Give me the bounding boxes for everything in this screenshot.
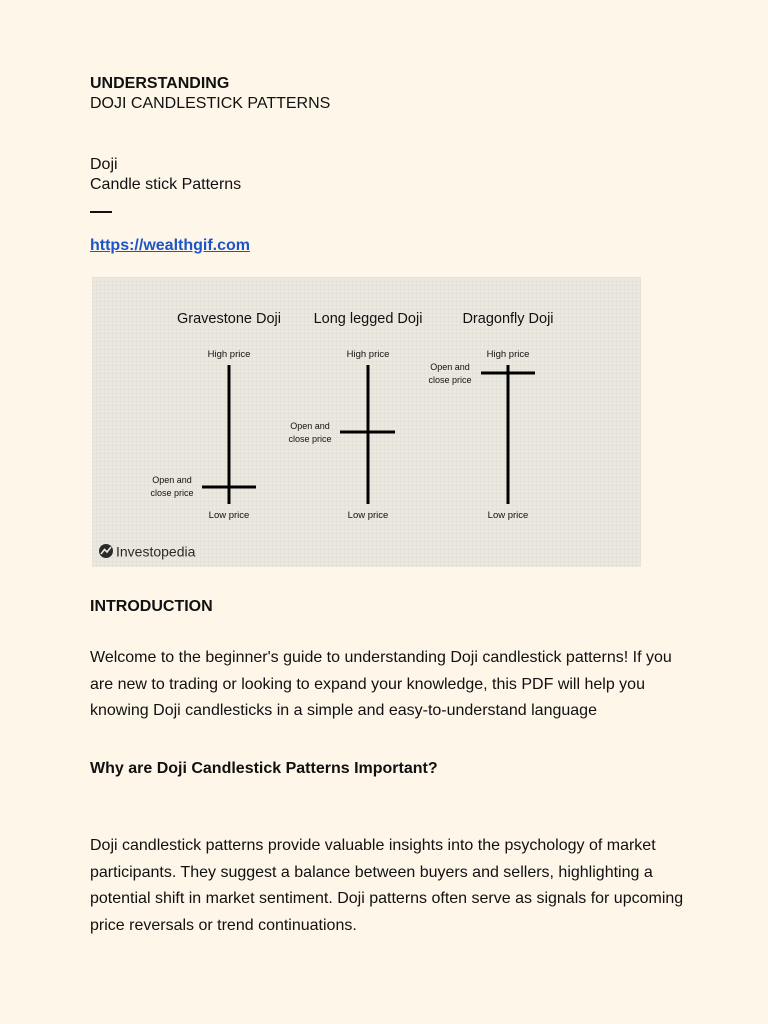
dragonfly-open-close-label-1: Open and bbox=[430, 362, 470, 372]
document-title: UNDERSTANDING bbox=[90, 75, 230, 92]
long-legged-open-close-label-2: close price bbox=[288, 434, 332, 444]
introduction-heading: INTRODUCTION bbox=[90, 598, 213, 615]
website-link[interactable]: https://wealthgif.com bbox=[90, 237, 250, 254]
why-paragraph: Doji candlestick patterns provide valuable insights into the psychology of market participants. They suggest a balance between buyers and sellers, highlighting a potential shift in market sentiment. Doji patterns often serve as signals for upcoming price reversals or trend continuations. bbox=[90, 837, 684, 934]
long-legged-doji-title: Long legged Doji bbox=[313, 311, 423, 327]
introduction-paragraph: Welcome to the beginner's guide to understanding Doji candlestick patterns! If you are new to trading or looking to expand your knowledge, this PDF will help you knowing Doji candlesticks in a simple and easy-to-understand language bbox=[90, 649, 672, 719]
gravestone-doji bbox=[150, 311, 281, 521]
gravestone-open-close-label-1: Open and bbox=[152, 475, 192, 485]
dragonfly-doji bbox=[428, 311, 553, 521]
dragonfly-open-close-label-2: close price bbox=[428, 375, 472, 385]
dragonfly-doji-title: Dragonfly Doji bbox=[462, 311, 554, 327]
gravestone-low-label: Low price bbox=[208, 510, 250, 521]
long-legged-open-close-label-1: Open and bbox=[290, 421, 330, 431]
gravestone-open-close-label-2: close price bbox=[150, 488, 194, 498]
long-legged-high-label: High price bbox=[346, 349, 390, 360]
intro-line-doji: Doji bbox=[90, 156, 118, 173]
doji-patterns-illustration bbox=[92, 277, 641, 567]
divider-dash bbox=[90, 211, 112, 213]
long-legged-doji bbox=[288, 311, 422, 521]
long-legged-low-label: Low price bbox=[347, 510, 389, 521]
dragonfly-high-label: High price bbox=[486, 349, 530, 360]
gravestone-high-label: High price bbox=[207, 349, 251, 360]
gravestone-doji-title: Gravestone Doji bbox=[177, 311, 281, 327]
why-heading: Why are Doji Candlestick Patterns Important? bbox=[90, 760, 438, 777]
document-subtitle: DOJI CANDLESTICK PATTERNS bbox=[90, 95, 331, 112]
investopedia-brand-text: Investopedia bbox=[116, 543, 196, 560]
doji-patterns-figure bbox=[92, 277, 641, 567]
intro-line-patterns: Candle stick Patterns bbox=[90, 176, 242, 193]
investopedia-logo bbox=[99, 544, 196, 560]
dragonfly-low-label: Low price bbox=[487, 510, 529, 521]
